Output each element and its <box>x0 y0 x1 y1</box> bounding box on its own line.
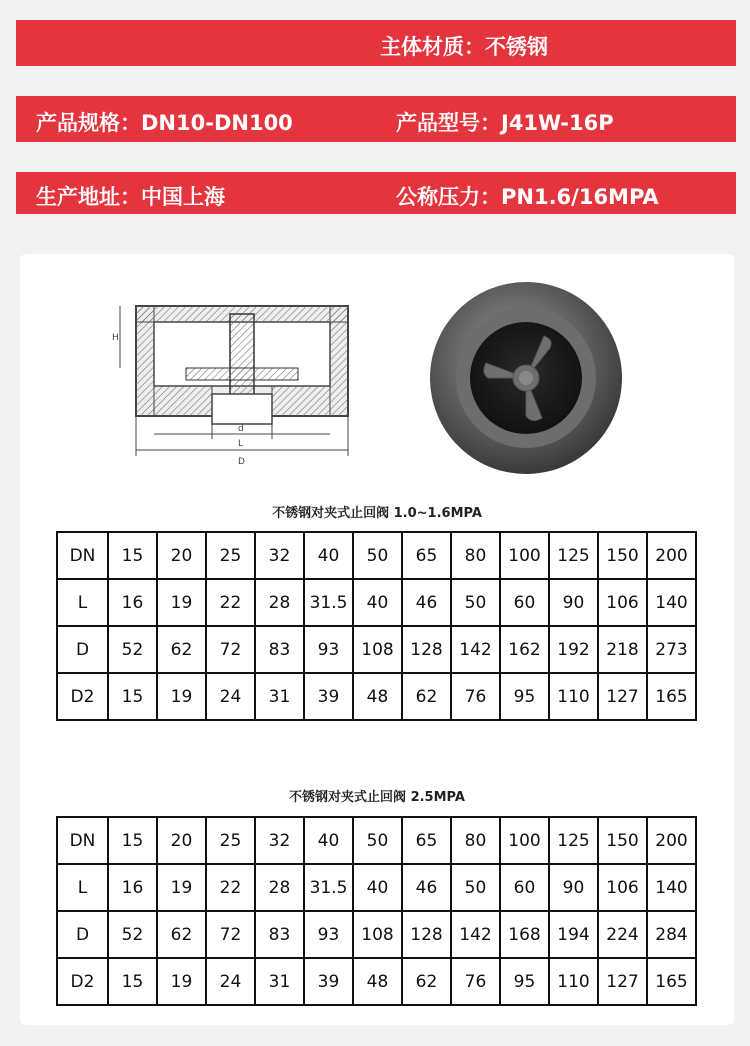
table-cell: 15 <box>108 817 157 864</box>
valve-cross-section-drawing <box>106 294 376 469</box>
table-cell: 200 <box>647 532 696 579</box>
row-header-cell: L <box>57 579 108 626</box>
pressure-label: 公称压力：PN1.6/16MPA <box>396 185 659 209</box>
table-cell: 76 <box>451 673 500 720</box>
table-cell: 106 <box>598 579 647 626</box>
table-cell: 127 <box>598 958 647 1005</box>
table-cell: 224 <box>598 911 647 958</box>
spec-label: 产品规格：DN10-DN100 <box>36 111 293 135</box>
row-header-cell: D2 <box>57 673 108 720</box>
table-cell: 106 <box>598 864 647 911</box>
table-cell: 165 <box>647 958 696 1005</box>
table-cell: 90 <box>549 579 598 626</box>
table-cell: 200 <box>647 817 696 864</box>
dim-l-label: L <box>238 439 244 449</box>
table-cell: 110 <box>549 673 598 720</box>
table-cell: 46 <box>402 579 451 626</box>
table-cell: 24 <box>206 958 255 1005</box>
table-cell: 93 <box>304 911 353 958</box>
table-row <box>57 817 696 864</box>
pressure-2-5-table <box>56 816 697 1006</box>
table-cell: 40 <box>353 579 402 626</box>
table-cell: 108 <box>353 626 402 673</box>
table-cell: 76 <box>451 958 500 1005</box>
table-cell: 62 <box>157 911 206 958</box>
table-cell: 60 <box>500 864 549 911</box>
table-cell: 80 <box>451 817 500 864</box>
valve-photo-illustration <box>426 278 626 478</box>
table-cell: 52 <box>108 911 157 958</box>
table-row <box>57 532 696 579</box>
origin-banner <box>16 172 736 214</box>
table-cell: 150 <box>598 817 647 864</box>
table2-title: 不锈钢对夹式止回阀 2.5MPA <box>289 790 465 805</box>
table-cell: 46 <box>402 864 451 911</box>
row-header-cell: DN <box>57 532 108 579</box>
material-banner <box>16 20 736 66</box>
table-cell: 24 <box>206 673 255 720</box>
pressure-1-6-table <box>56 531 697 721</box>
table-cell: 15 <box>108 958 157 1005</box>
table-cell: 65 <box>402 817 451 864</box>
table-cell: 62 <box>157 626 206 673</box>
table-cell: 15 <box>108 532 157 579</box>
table-cell: 162 <box>500 626 549 673</box>
table-cell: 16 <box>108 579 157 626</box>
table-cell: 165 <box>647 673 696 720</box>
table-cell: 95 <box>500 958 549 1005</box>
table-cell: 39 <box>304 673 353 720</box>
table-cell: 40 <box>304 532 353 579</box>
table-cell: 192 <box>549 626 598 673</box>
table-cell: 80 <box>451 532 500 579</box>
table-cell: 83 <box>255 626 304 673</box>
table-cell: 83 <box>255 911 304 958</box>
table-cell: 150 <box>598 532 647 579</box>
table-cell: 22 <box>206 864 255 911</box>
table-cell: 28 <box>255 864 304 911</box>
table-cell: 218 <box>598 626 647 673</box>
table-cell: 20 <box>157 817 206 864</box>
row-header-cell: L <box>57 864 108 911</box>
table-cell: 25 <box>206 532 255 579</box>
table-cell: 95 <box>500 673 549 720</box>
table-cell: 40 <box>304 817 353 864</box>
table-cell: 93 <box>304 626 353 673</box>
dim-h-label: H <box>112 333 119 343</box>
table-cell: 100 <box>500 532 549 579</box>
row-header-cell: D <box>57 911 108 958</box>
dim-d2-label: d <box>238 424 244 434</box>
table-row <box>57 958 696 1005</box>
table-cell: 125 <box>549 817 598 864</box>
table-cell: 31.5 <box>304 864 353 911</box>
table-cell: 22 <box>206 579 255 626</box>
table-cell: 39 <box>304 958 353 1005</box>
table-cell: 72 <box>206 626 255 673</box>
table-cell: 62 <box>402 673 451 720</box>
table-row <box>57 864 696 911</box>
table-cell: 19 <box>157 673 206 720</box>
table-cell: 48 <box>353 673 402 720</box>
table-cell: 19 <box>157 958 206 1005</box>
table-cell: 72 <box>206 911 255 958</box>
table-cell: 32 <box>255 817 304 864</box>
table-cell: 273 <box>647 626 696 673</box>
dim-d-label: D <box>238 457 245 467</box>
table-cell: 19 <box>157 864 206 911</box>
table-cell: 194 <box>549 911 598 958</box>
table-cell: 52 <box>108 626 157 673</box>
table-cell: 28 <box>255 579 304 626</box>
table-cell: 15 <box>108 673 157 720</box>
table1-title: 不锈钢对夹式止回阀 1.0~1.6MPA <box>272 506 482 521</box>
table-cell: 110 <box>549 958 598 1005</box>
table-cell: 62 <box>402 958 451 1005</box>
table-cell: 140 <box>647 864 696 911</box>
row-header-cell: D2 <box>57 958 108 1005</box>
table-cell: 16 <box>108 864 157 911</box>
table-cell: 142 <box>451 911 500 958</box>
table-cell: 128 <box>402 626 451 673</box>
table-row <box>57 673 696 720</box>
row-header-cell: DN <box>57 817 108 864</box>
table-cell: 50 <box>353 532 402 579</box>
table-cell: 32 <box>255 532 304 579</box>
table-cell: 20 <box>157 532 206 579</box>
material-label: 主体材质：不锈钢 <box>380 35 548 59</box>
table-cell: 168 <box>500 911 549 958</box>
table-cell: 31 <box>255 958 304 1005</box>
table-row <box>57 579 696 626</box>
table-cell: 100 <box>500 817 549 864</box>
table-cell: 60 <box>500 579 549 626</box>
table-cell: 25 <box>206 817 255 864</box>
model-label: 产品型号：J41W-16P <box>396 111 614 135</box>
spec-banner <box>16 96 736 142</box>
table-cell: 48 <box>353 958 402 1005</box>
table-cell: 31.5 <box>304 579 353 626</box>
table-cell: 140 <box>647 579 696 626</box>
table-cell: 31 <box>255 673 304 720</box>
table-cell: 19 <box>157 579 206 626</box>
table-cell: 50 <box>451 579 500 626</box>
table-cell: 65 <box>402 532 451 579</box>
table-cell: 90 <box>549 864 598 911</box>
origin-label: 生产地址：中国上海 <box>36 185 225 209</box>
spec-card <box>20 254 734 1025</box>
table-cell: 40 <box>353 864 402 911</box>
table-cell: 128 <box>402 911 451 958</box>
table-row <box>57 626 696 673</box>
row-header-cell: D <box>57 626 108 673</box>
table-cell: 284 <box>647 911 696 958</box>
table-cell: 50 <box>451 864 500 911</box>
table-cell: 142 <box>451 626 500 673</box>
table-cell: 127 <box>598 673 647 720</box>
table-cell: 125 <box>549 532 598 579</box>
table-row <box>57 911 696 958</box>
table-cell: 108 <box>353 911 402 958</box>
table-cell: 50 <box>353 817 402 864</box>
